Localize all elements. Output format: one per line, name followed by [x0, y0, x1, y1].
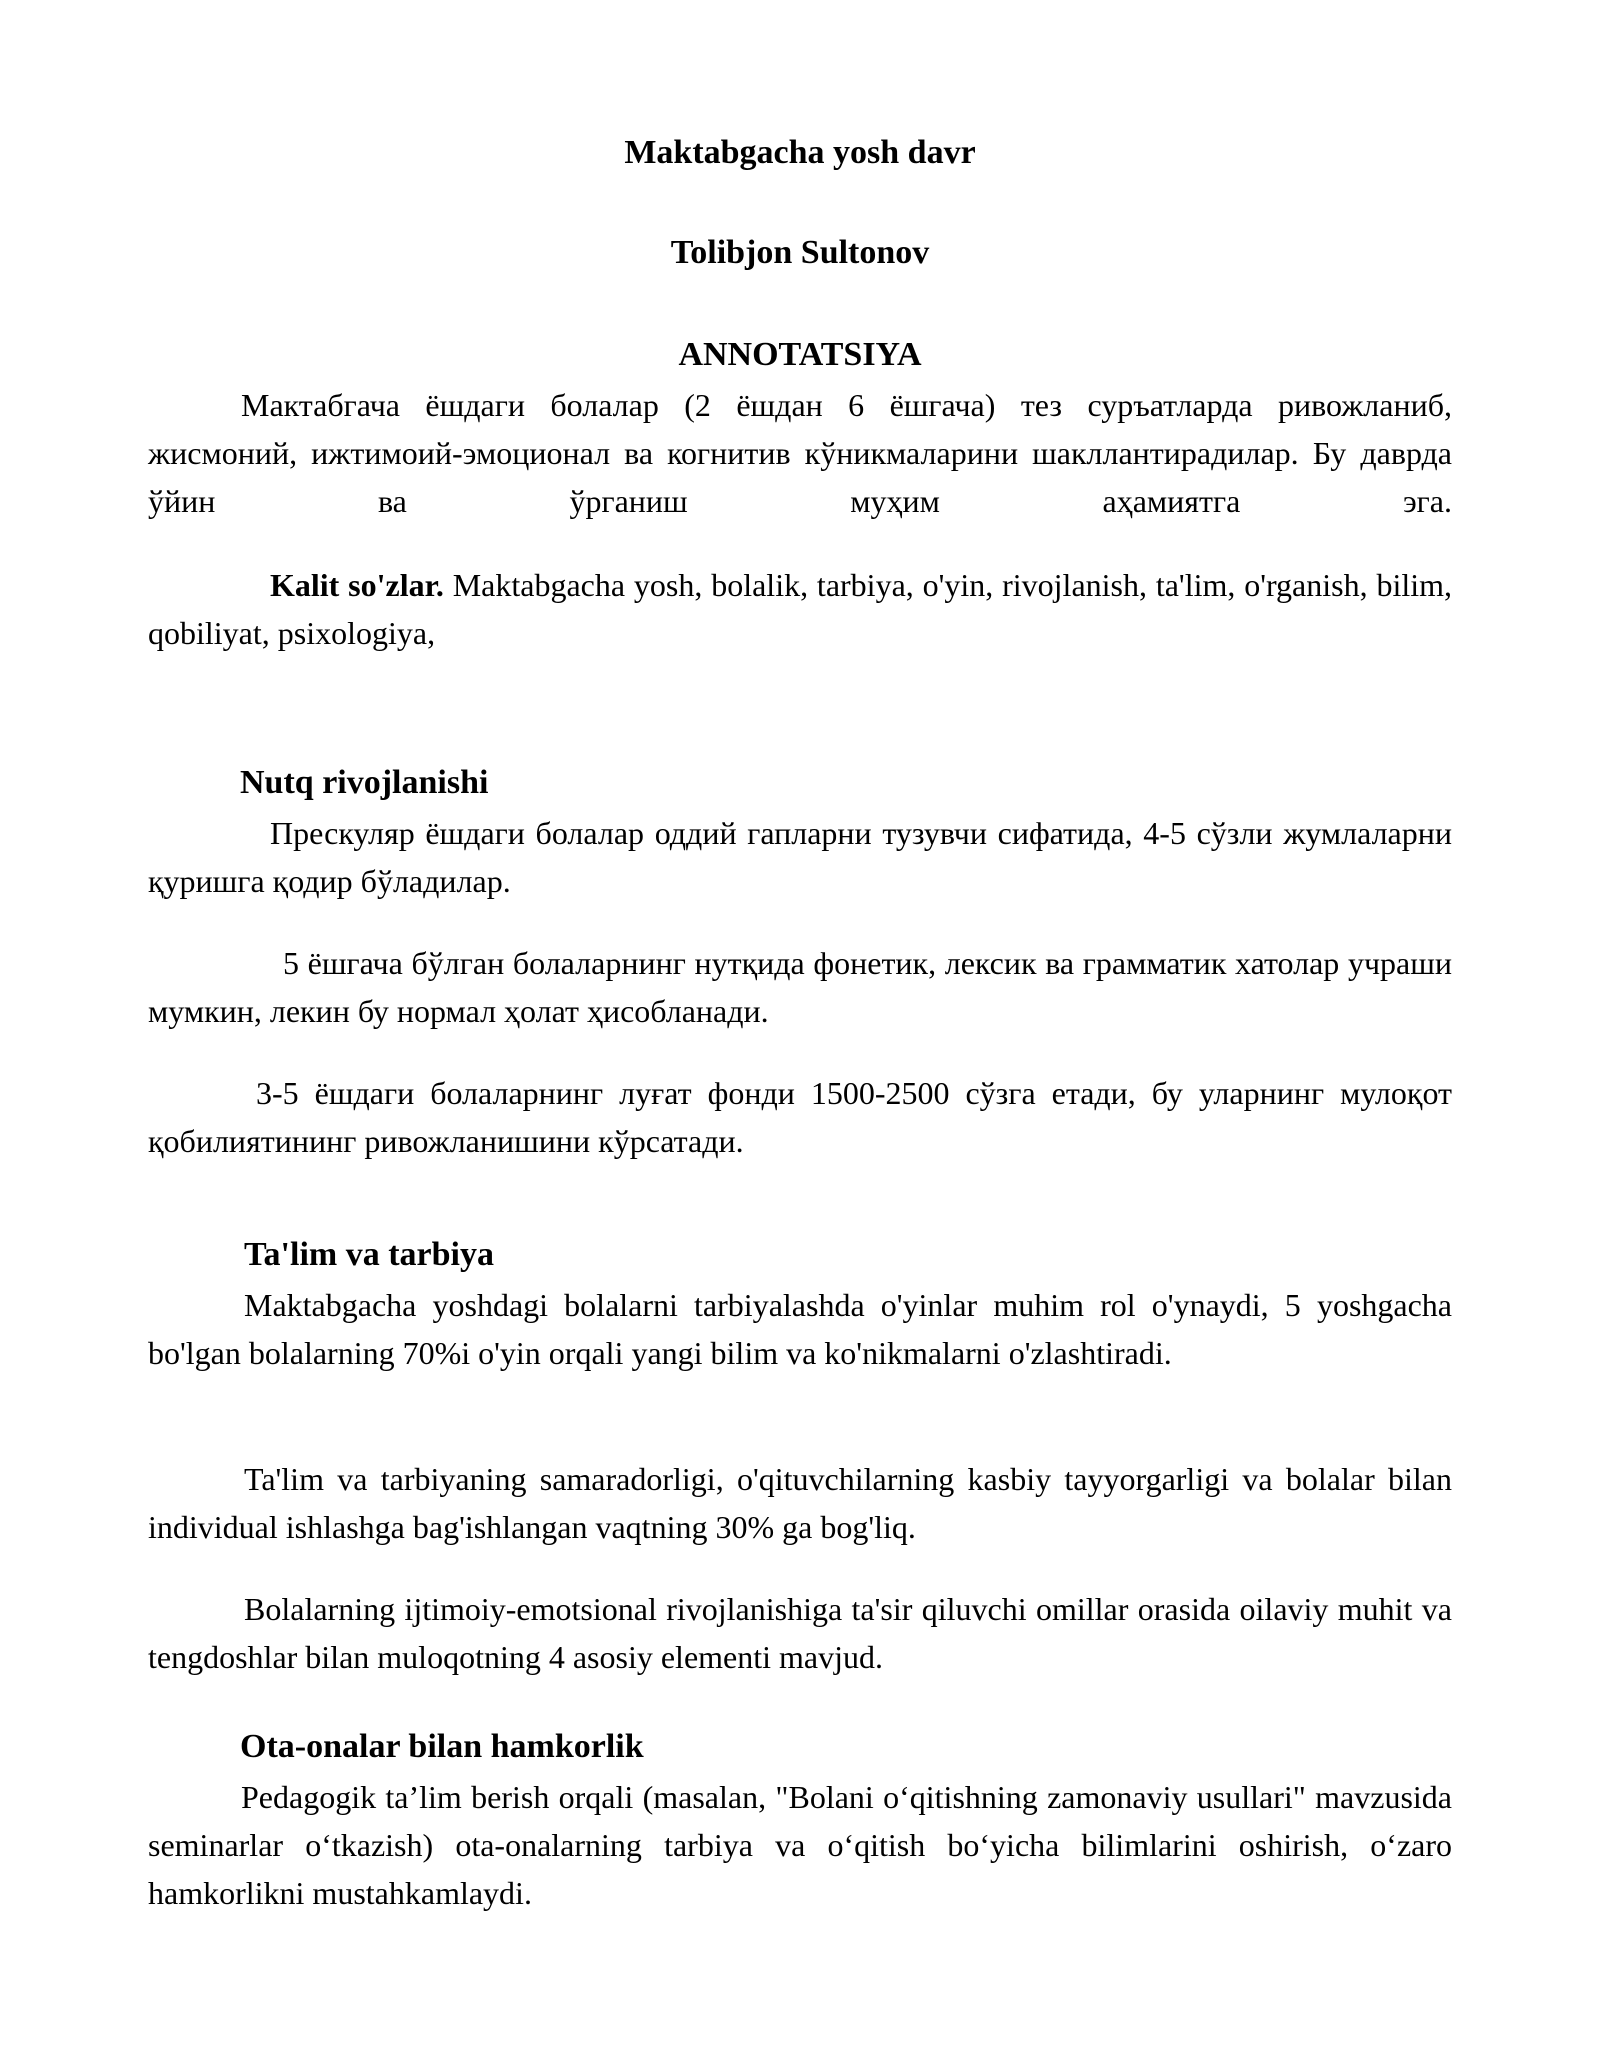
education-paragraph-3: Bolalarning ijtimoiy-emotsional rivojlanishiga ta'sir qiluvchi omillar orasida oilaviy muhit va tengdoshlar bilan muloqotning 4 asosiy elementi mavjud.: [148, 1591, 1452, 1675]
keywords-list: Maktabgacha yosh, bolalik, tarbiya, o'yin, rivojlanish, ta'lim, o'rganish, bilim, qobiliyat, psixologiya,: [148, 567, 1453, 651]
keywords-label: Kalit so'zlar.: [270, 567, 444, 603]
document-page: [148, 0, 1452, 2070]
section-heading-speech: Nutq rivojlanishi: [240, 764, 489, 801]
document-title: Maktabgacha yosh davr: [624, 134, 976, 171]
section-heading-parents: Ota-onalar bilan hamkorlik: [240, 1728, 644, 1765]
education-paragraph-1: Maktabgacha yoshdagi bolalarni tarbiyalashda o'yinlar muhim rol o'ynaydi, 5 yoshgacha bo'lgan bolalarning 70%i o'yin orqali yangi bilim va ko'nikmalarni o'zlashtiradi.: [148, 1287, 1452, 1371]
education-paragraph-2: Ta'lim va tarbiyaning samaradorligi, o'qituvchilarning kasbiy tayyorgarligi va bolalar bilan individual ishlashga bag'ishlangan vaqtning 30% ga bog'liq.: [148, 1461, 1452, 1545]
annotation-paragraph: Мактабгача ёшдаги болалар (2 ёшдан 6 ёшгача) тез суръатларда ривожланиб, жисмоний, ижтимоий-эмоционал ва когнитив кўникмаларини шакллантирадилар. Бу даврда ўйин ва ўрганиш муҳим аҳамиятга эга.: [148, 387, 1452, 519]
section-heading-education: Ta'lim va tarbiya: [244, 1236, 494, 1273]
parents-paragraph-1: Pedagogik ta’lim berish orqali (masalan, "Bolani o‘qitishning zamonaviy usullari" mavzusida seminarlar o‘tkazish) ota-onalarning tarbiya va o‘qitish bo‘yicha bilimlarini oshirish, o‘zaro hamkorlikni mustahkamlaydi.: [148, 1779, 1452, 1911]
document-author: Tolibjon Sultonov: [670, 234, 930, 271]
speech-paragraph-1: Прескуляр ёшдаги болалар оддий гапларни тузувчи сифатида, 4-5 сўзли жумлаларни қуришга қодир бўладилар.: [148, 815, 1452, 899]
keywords-paragraph: [148, 561, 1452, 657]
annotation-heading: ANNOTATSIYA: [678, 336, 922, 373]
speech-paragraph-3: 3-5 ёшдаги болаларнинг луғат фонди 1500-2500 сўзга етади, бу уларнинг мулоқот қобилиятининг ривожланишини кўрсатади.: [148, 1075, 1452, 1159]
speech-paragraph-2: 5 ёшгача бўлган болаларнинг нутқида фонетик, лексик ва грамматик хатолар учраши мумкин, лекин бу нормал ҳолат ҳисобланади.: [148, 945, 1452, 1029]
